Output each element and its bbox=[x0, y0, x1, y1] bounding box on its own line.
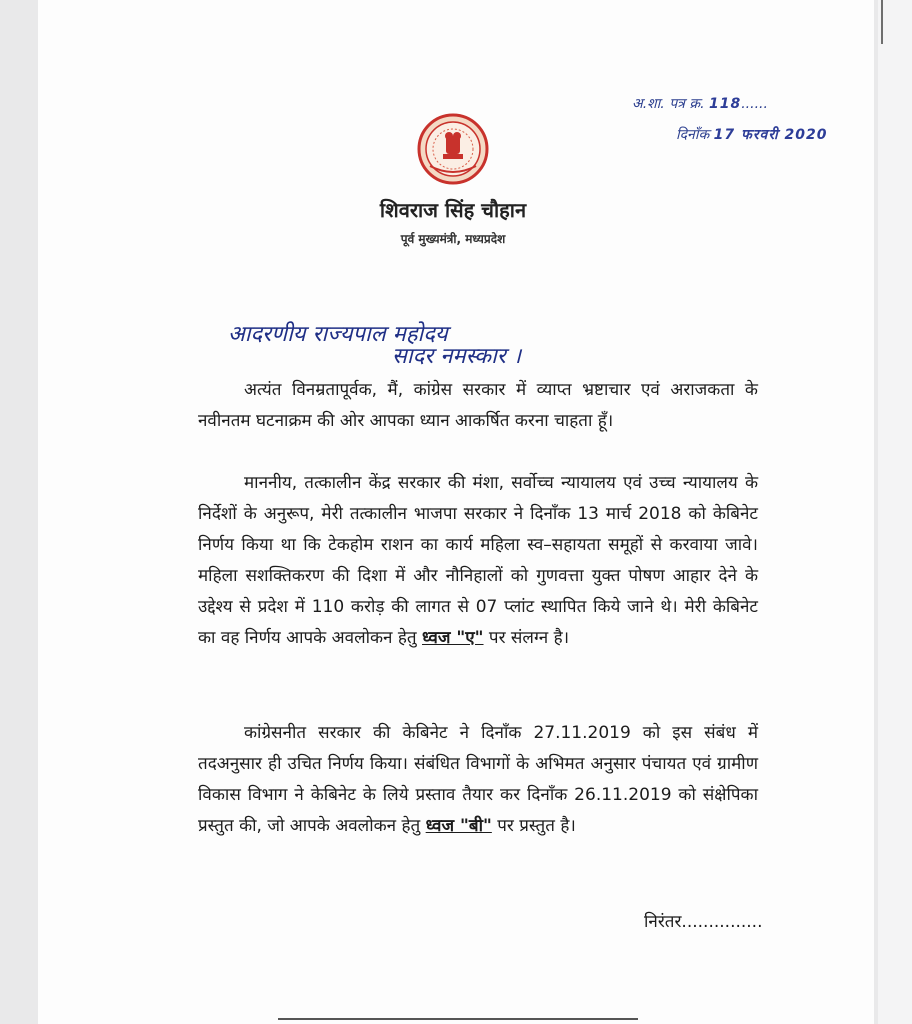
page-edge bbox=[878, 0, 912, 1024]
paragraph-2-end: पर संलग्न है। bbox=[488, 628, 570, 648]
corner-mark bbox=[881, 0, 883, 44]
paragraph-3-end: पर प्रस्तुत है। bbox=[497, 816, 576, 836]
sender-name: शिवराज सिंह चौहान bbox=[379, 198, 527, 222]
madhya-pradesh-emblem-icon bbox=[416, 112, 490, 186]
paragraph-3-text: कांग्रेसनीत सरकार की केबिनेट ने दिनाँक 27.11.2019 को इस संबंध में तदअनुसार ही उचित निर्णय किया। संबंधित विभागों के अभिमत अनुसार पंचायत एवं ग्रामीण विकास विभाग ने केबिनेट के लिये प्रस्ताव तैयार कर दिनाँक 26.11.2019 को संक्षेपिका प्रस्तुत की, जो आपके अवलोकन हेतु bbox=[198, 723, 758, 836]
paragraph-1: अत्यंत विनम्रतापूर्वक, मैं, कांग्रेस सरकार में व्याप्त भ्रष्टाचार एवं अराजकता के नवीनतम घटनाक्रम की ओर आपका ध्यान आकर्षित करना चाहता हूँ। bbox=[198, 380, 758, 431]
sender-designation: पूर्व मुख्यमंत्री, मध्यप्रदेश bbox=[400, 232, 506, 246]
paragraph-3 bbox=[198, 718, 758, 842]
letter-date: दिनाँक 17 फरवरी 2020 bbox=[676, 127, 828, 143]
flag-a-reference: ध्वज "ए" bbox=[422, 628, 484, 648]
handwritten-salutation-line-1: आदरणीय राज्यपाल महोदय bbox=[228, 322, 448, 347]
flag-b-reference: ध्वज "बी" bbox=[425, 816, 492, 836]
footer-divider bbox=[278, 1018, 638, 1020]
handwritten-salutation-line-2: सादर नमस्कार । bbox=[392, 344, 522, 369]
continued-marker: निरंतर............... bbox=[644, 912, 763, 932]
paragraph-2 bbox=[198, 468, 758, 654]
reference-number: अ.शा. पत्र क्र. 118...... bbox=[632, 96, 768, 112]
paragraph-2-text: माननीय, तत्कालीन केंद्र सरकार की मंशा, सर्वोच्च न्यायालय एवं उच्च न्यायालय के निर्देशों के अनुरूप, मेरी तत्कालीन भाजपा सरकार ने दिनाँक 13 मार्च 2018 को केबिनेट निर्णय किया था कि टेकहोम राशन का कार्य महिला स्व–सहायता समूहों से करवाया जावे। महिला सशक्तिकरण की दिशा में और नौनिहालों को गुणवत्ता युक्त पोषण आहार देने के उद्देश्य से प्रदेश में 110 करोड़ की लागत से 07 प्लांट स्थापित किये जाने थे। मेरी केबिनेट का वह निर्णय आपके अवलोकन हेतु bbox=[198, 473, 758, 648]
